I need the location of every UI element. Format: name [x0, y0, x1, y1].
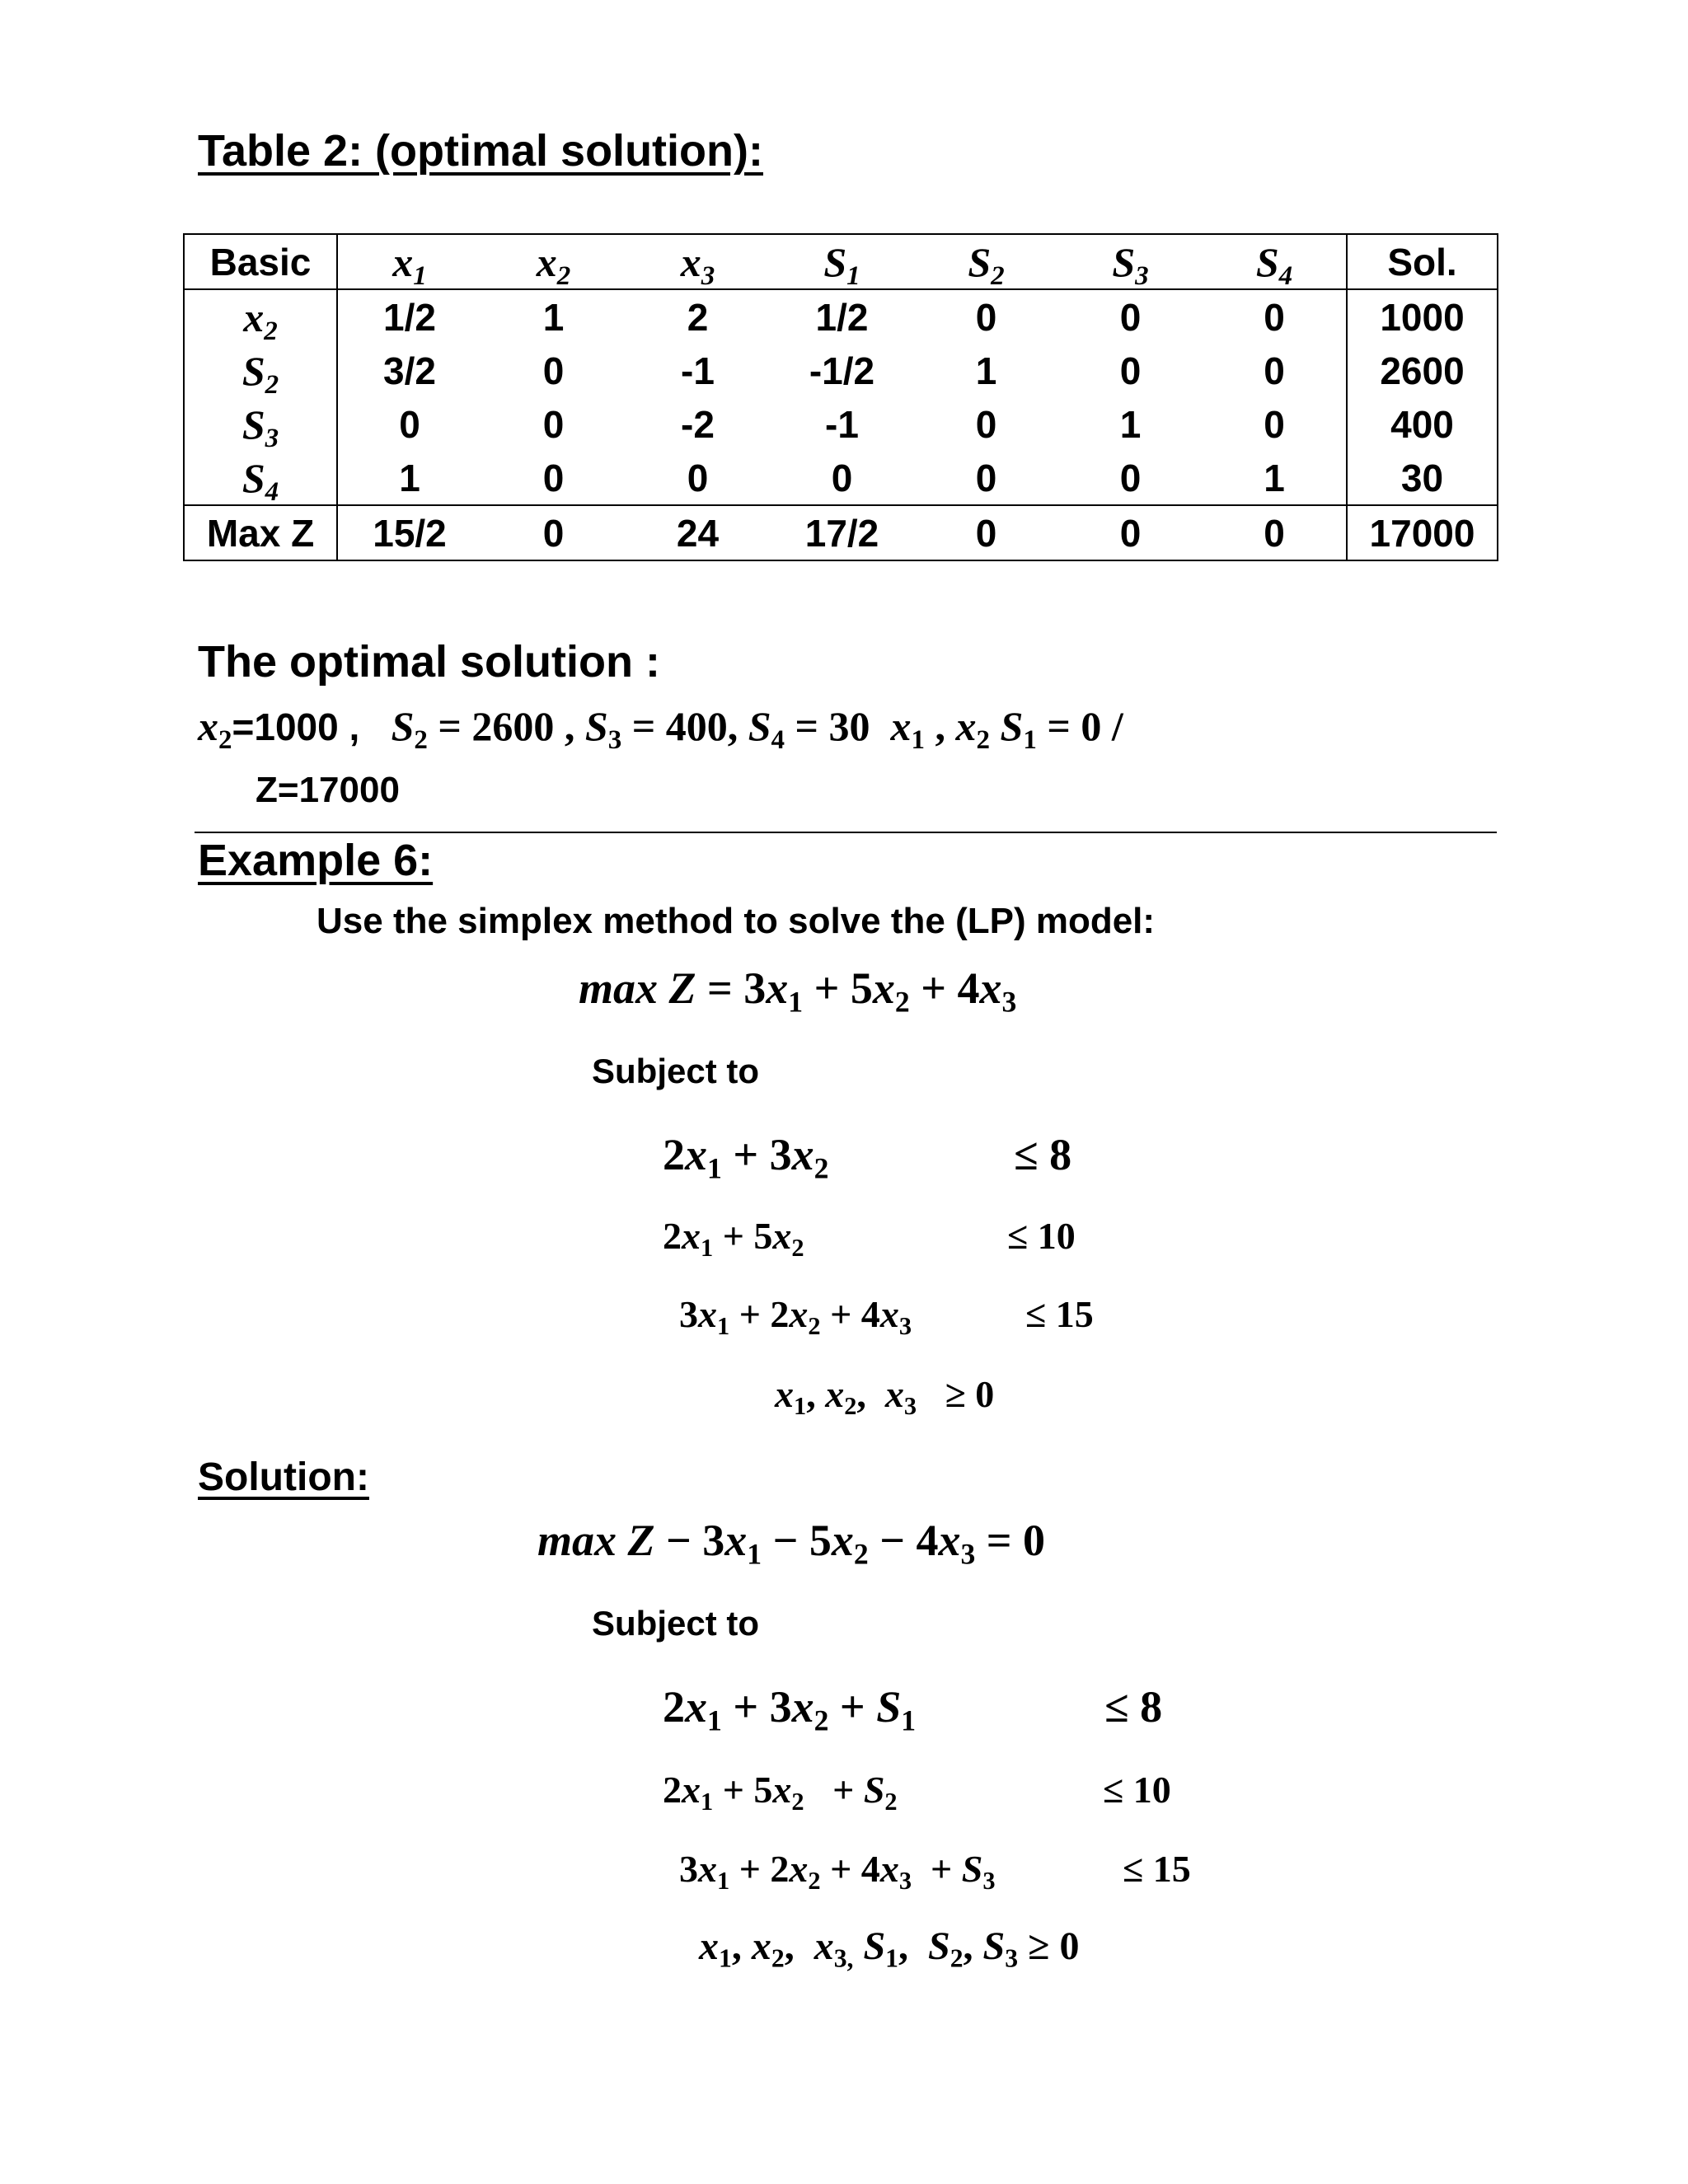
- model-nonnegativity: $x_1$, $x_2$, $x_3 \ge 0$: [775, 1373, 995, 1421]
- standard-nonnegativity: $x_1$, $x_2$, $x_{3,}$ $S_1$, $S_2$, $S_3 \ge 0$: [699, 1924, 1080, 1973]
- table-cell: 1: [542, 295, 565, 339]
- header-s4: $S_4$: [1203, 234, 1347, 289]
- table-cell: 0: [975, 456, 997, 499]
- model-constraint-1: $2x_1 + 3x_2$: [663, 1130, 829, 1185]
- row-basic-var: $x_2$: [184, 289, 337, 344]
- header-x2: $x_2$: [481, 234, 626, 289]
- table-cell: 1: [975, 349, 997, 392]
- table-cell: 0: [914, 505, 1058, 560]
- model-constraint-2-rhs: ≤ 10: [1007, 1215, 1076, 1257]
- table-cell: 0: [1119, 349, 1142, 392]
- table-cell: 1: [399, 456, 420, 499]
- table-sol-cell: 400: [1347, 397, 1498, 451]
- header-s3: $S_3$: [1058, 234, 1203, 289]
- table-cell: 0: [1264, 295, 1285, 339]
- table-header-row: [184, 234, 1498, 289]
- table-cell: 1: [1264, 456, 1285, 499]
- table-cell: 0: [481, 505, 626, 560]
- table-cell: 15/2: [337, 505, 481, 560]
- table-cell: 0: [542, 456, 565, 499]
- table-cell: 0: [1203, 505, 1347, 560]
- model-constraint-3-rhs: ≤ 15: [1025, 1293, 1094, 1335]
- table-z-row: [184, 505, 1498, 560]
- solution-heading: Solution:: [198, 1455, 369, 1499]
- header-x3: $x_3$: [626, 234, 770, 289]
- row-basic-var: $S_4$: [184, 451, 337, 505]
- standard-constraint-2-rhs: ≤ 10: [1103, 1769, 1171, 1811]
- table-row: [184, 397, 1498, 451]
- standard-subject-to: Subject to: [592, 1604, 760, 1643]
- header-sol: Sol.: [1347, 234, 1498, 289]
- table-cell: 0: [542, 349, 565, 392]
- table-sol-cell: 30: [1347, 451, 1498, 505]
- model-constraint-2: $2x_1 + 5x_2$: [663, 1215, 804, 1263]
- model-constraint-1-rhs: ≤ 8: [1014, 1130, 1072, 1179]
- table-cell: 2: [687, 295, 709, 339]
- standard-constraint-1-rhs: ≤ 8: [1104, 1682, 1163, 1732]
- optimal-values: $x_2=1000$ , $S_2 = 2600$ , $S_3 = 400$, $S_4 = 30$ $x_1$ , $x_2$ $S_1 = 0$ /: [198, 703, 1123, 755]
- table-cell: 0: [542, 402, 565, 446]
- instruction-text: Use the simplex method to solve the (LP) model:: [316, 901, 1156, 941]
- header-s1: $S_1$: [770, 234, 914, 289]
- table-cell: 0: [1058, 505, 1203, 560]
- table-title: Table 2: (optimal solution):: [198, 126, 763, 176]
- table-sol-cell: 17000: [1347, 505, 1498, 560]
- standard-constraint-2: $2x_1 + 5x_2 + S_2$: [663, 1769, 898, 1816]
- table-cell: 0: [975, 402, 997, 446]
- table-cell: 17/2: [770, 505, 914, 560]
- table-cell: 0: [1119, 295, 1142, 339]
- table-cell: 0: [1264, 349, 1285, 392]
- optimal-z: Z=17000: [256, 770, 400, 810]
- standard-constraint-3-rhs: ≤ 15: [1123, 1848, 1191, 1890]
- table-cell: 1: [1119, 402, 1142, 446]
- table-row: [184, 451, 1498, 505]
- table-cell: 0: [831, 456, 853, 499]
- table-cell: -1/2: [809, 349, 875, 392]
- table-cell: -1: [825, 402, 859, 446]
- table-cell: 24: [626, 505, 770, 560]
- table-cell: 0: [975, 295, 997, 339]
- table-row: [184, 289, 1498, 344]
- simplex-table: [183, 233, 1498, 561]
- model-subject-to: Subject to: [592, 1052, 760, 1090]
- optimal-heading: The optimal solution :: [198, 637, 660, 687]
- example-heading: Example 6:: [198, 836, 434, 885]
- header-basic: Basic: [184, 234, 337, 289]
- table-sol-cell: 2600: [1347, 344, 1498, 397]
- standard-constraint-1: $2x_1 + 3x_2 + S_1$: [663, 1682, 917, 1737]
- section-divider: [195, 832, 1497, 833]
- table-cell: -2: [681, 402, 715, 446]
- model-objective: $\max Z = 3x_1 + 5x_2 + 4x_3$: [579, 963, 1017, 1019]
- table-cell: 0: [687, 456, 709, 499]
- standard-objective: $\max Z - 3x_1 - 5x_2 - 4x_3 = 0$: [537, 1516, 1046, 1571]
- header-x1: $x_1$: [337, 234, 481, 289]
- z-row-label: Max Z: [184, 505, 337, 560]
- row-basic-var: $S_3$: [184, 397, 337, 451]
- table-cell: 0: [399, 402, 420, 446]
- table-cell: 1/2: [383, 295, 436, 339]
- table-row: [184, 344, 1498, 397]
- table-cell: 0: [1264, 402, 1285, 446]
- table-sol-cell: 1000: [1347, 289, 1498, 344]
- table-cell: 0: [1119, 456, 1142, 499]
- table-cell: 3/2: [383, 349, 436, 392]
- table-cell: -1: [681, 349, 715, 392]
- model-constraint-3: $3x_1 + 2x_2 + 4x_3$: [679, 1293, 912, 1341]
- header-s2: $S_2$: [914, 234, 1058, 289]
- table-cell: 1/2: [815, 295, 869, 339]
- row-basic-var: $S_2$: [184, 344, 337, 397]
- standard-constraint-3: $3x_1 + 2x_2 + 4x_3 + S_3$: [679, 1848, 996, 1896]
